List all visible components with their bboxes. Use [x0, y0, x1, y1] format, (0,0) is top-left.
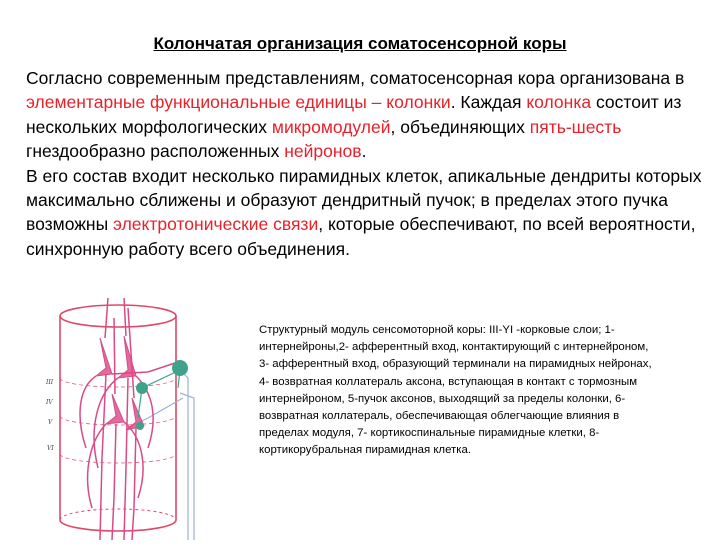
layer-label-vi: VI — [47, 445, 54, 452]
afferent-fibers — [128, 368, 194, 540]
text-segment: . — [361, 141, 367, 162]
dendrites-axons — [80, 298, 178, 540]
text-segment: состоит из нескольких морфологических — [26, 92, 682, 137]
cortical-module-diagram — [28, 298, 258, 540]
layer-label-v: V — [48, 419, 53, 426]
cortical-module-figure — [28, 298, 258, 540]
text-segment: , объединяющих — [390, 116, 530, 137]
text-segment: гнездообразно расположенных — [26, 141, 285, 162]
highlighted-term: электротонические связи — [113, 214, 319, 235]
paragraph-columns — [26, 66, 706, 164]
pyramidal-neurons — [96, 336, 144, 430]
paragraph-pyramidal — [26, 164, 706, 262]
text-segment: В его состав входит несколько пирамидных клеток, апикальные дендриты которых максимально сближены и образуют дендритный пучок; в пределах этого пучка возможны — [26, 165, 702, 235]
interneuron-3 — [136, 422, 144, 430]
interneuron-1 — [172, 360, 188, 376]
highlighted-term: пять-шесть — [529, 116, 622, 137]
layer-label-iii: III — [46, 379, 54, 386]
highlighted-term: нейронов — [284, 141, 362, 162]
text-segment: . Каждая — [450, 92, 527, 113]
figure-caption: Структурный модуль сенсомоторной коры: III-YI -корковые слои; 1-интернейроны,2- афферентный вход, контактирующий с интернейроном, 3- афферентный вход, образующий терминали на пирамидных нейронах, 4- возвратная коллатераль аксона, вступающая в контакт с тормозным интернейроном, 5-пучок аксонов, выходящий за пределы колонки, 6- возвратная коллатераль, обеспечивающая облегчающие влияния в пределах модуля, 7- кортикоспинальные пирамидные клетки, 8- кортикорубральная пирамидная клетка. — [259, 324, 652, 457]
highlighted-term: микромодулей — [271, 116, 391, 137]
interneuron-2 — [136, 382, 148, 394]
highlighted-term: элементарные функциональные единицы – колонки — [26, 92, 451, 113]
page-title: Колончатая организация соматосенсорной коры — [153, 34, 567, 53]
highlighted-term: колонка — [526, 92, 592, 113]
text-segment: , которые обеспечивают, по всей вероятности, синхронную работу всего объединения. — [26, 214, 696, 259]
text-segment: Согласно современным представлениям, соматосенсорная кора организована в — [26, 68, 685, 88]
main-text — [26, 66, 706, 261]
layer-label-iv: IV — [46, 399, 53, 406]
layer-labels — [45, 379, 54, 452]
